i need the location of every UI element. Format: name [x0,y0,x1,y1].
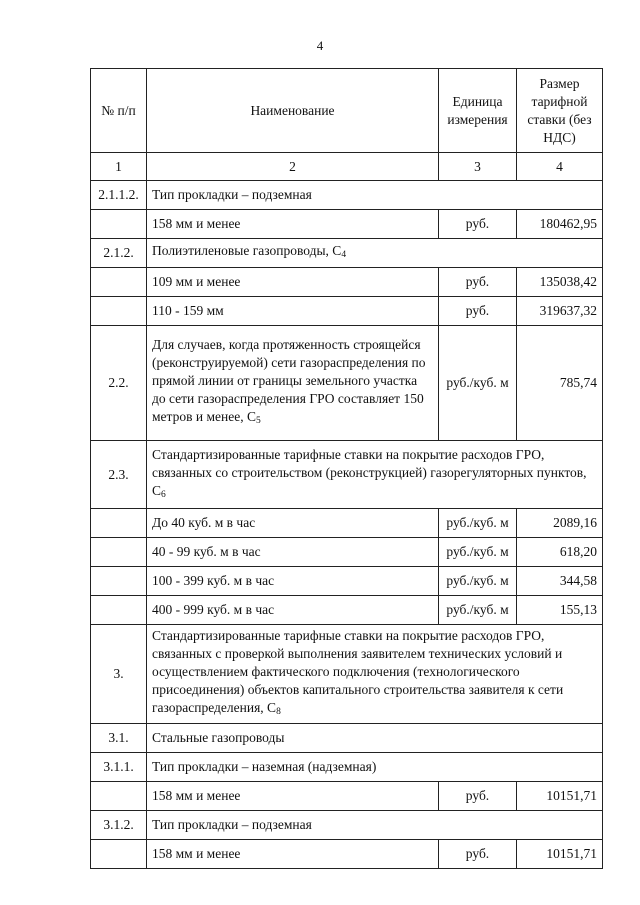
row-name-text: 40 - 99 куб. м в час [152,544,261,559]
row-name [147,596,439,625]
row-number: 2.1.2. [91,239,147,268]
row-name-text: Полиэтиленовые газопроводы, C [152,243,342,258]
row-number: 2.2. [91,326,147,441]
row-name [147,753,603,782]
row-rate: 10151,71 [517,840,603,869]
row-number [91,297,147,326]
row-unit: руб./куб. м [439,596,517,625]
row-number [91,567,147,596]
row-number: 2.1.1.2. [91,181,147,210]
row-name-text: Тип прокладки – подземная [152,187,312,202]
row-name-text: 400 - 999 куб. м в час [152,602,275,617]
table-row [91,724,603,753]
col-index-3: 3 [439,153,517,181]
row-name [147,840,439,869]
row-number [91,509,147,538]
row-name-subscript: 8 [276,707,281,717]
header-num: № п/п [91,69,147,153]
row-number [91,596,147,625]
row-number: 3.1.1. [91,753,147,782]
header-row [91,69,603,153]
row-number [91,268,147,297]
row-number: 3. [91,625,147,724]
row-rate: 618,20 [517,538,603,567]
column-index-row [91,153,603,181]
row-rate: 135038,42 [517,268,603,297]
row-number [91,210,147,239]
row-rate: 155,13 [517,596,603,625]
row-name-text: 100 - 399 куб. м в час [152,573,275,588]
row-name [147,625,603,724]
row-name [147,538,439,567]
row-unit: руб./куб. м [439,326,517,441]
row-name-text: Тип прокладки – подземная [152,817,312,832]
row-unit: руб./куб. м [439,567,517,596]
row-rate: 180462,95 [517,210,603,239]
table-row [91,268,603,297]
row-unit: руб. [439,840,517,869]
table-row [91,567,603,596]
row-name [147,239,603,268]
row-name [147,297,439,326]
row-rate: 10151,71 [517,782,603,811]
header-rate: Размер тарифной ставки (без НДС) [517,69,603,153]
row-rate: 344,58 [517,567,603,596]
row-unit: руб. [439,782,517,811]
col-index-4: 4 [517,153,603,181]
row-name [147,782,439,811]
row-rate: 785,74 [517,326,603,441]
row-unit: руб. [439,268,517,297]
row-name-text: Тип прокладки – наземная (надземная) [152,759,377,774]
row-name-subscript: 5 [255,416,261,426]
table-row [91,239,603,268]
row-rate: 319637,32 [517,297,603,326]
row-unit: руб./куб. м [439,538,517,567]
row-name-text: Стальные газопроводы [152,730,285,745]
row-name-text: Стандартизированные тарифные ставки на покрытие расходов ГРО, связанных со строительством (реконструкцией) газорегуляторных пунктов, C [152,446,587,498]
row-name [147,181,603,210]
tariff-table [90,68,603,869]
header-unit: Единица измерения [439,69,517,153]
row-name-text: 109 мм и менее [152,274,241,289]
table-row [91,181,603,210]
row-number [91,782,147,811]
row-number: 2.3. [91,441,147,509]
header-name: Наименование [147,69,439,153]
row-name-text: 158 мм и менее [152,216,241,231]
table-row [91,596,603,625]
row-number: 3.1.2. [91,811,147,840]
table-row [91,811,603,840]
row-name [147,210,439,239]
row-rate: 2089,16 [517,509,603,538]
row-name [147,509,439,538]
row-name-text: 110 - 159 мм [152,303,224,318]
row-name-subscript: 4 [341,250,347,260]
row-name [147,811,603,840]
row-name-text: 158 мм и менее [152,788,241,803]
row-number [91,840,147,869]
row-name-text: До 40 куб. м в час [152,515,256,530]
table-row [91,782,603,811]
row-unit: руб. [439,210,517,239]
row-name-text: 158 мм и менее [152,846,241,861]
row-name-text: Для случаев, когда протяженность строящейся (реконструируемой) сети газораспределения по прямой линии от границы земельного участка до сети газораспределения ГРО составляет 150 метров и менее, C [152,337,426,424]
row-name [147,724,603,753]
table-row [91,753,603,782]
table-row [91,297,603,326]
col-index-2: 2 [147,153,439,181]
row-name [147,567,439,596]
table-row [91,840,603,869]
row-name [147,326,439,441]
table-row [91,441,603,509]
table-row [91,538,603,567]
row-number [91,538,147,567]
row-name-subscript: 6 [161,489,166,500]
table-row [91,625,603,724]
col-index-1: 1 [91,153,147,181]
row-name-text: Стандартизированные тарифные ставки на покрытие расходов ГРО, связанных с проверкой выполнения заявителем технических условий и осуществлением фактического подключения (технологического присоединения) объектов капитального строительства заявителя к сети газораспределения, C [152,628,564,715]
row-number: 3.1. [91,724,147,753]
row-unit: руб./куб. м [439,509,517,538]
row-name [147,441,603,509]
table-row [91,326,603,441]
row-unit: руб. [439,297,517,326]
page-number: 4 [316,38,324,53]
table-row [91,509,603,538]
table-row [91,210,603,239]
row-name [147,268,439,297]
